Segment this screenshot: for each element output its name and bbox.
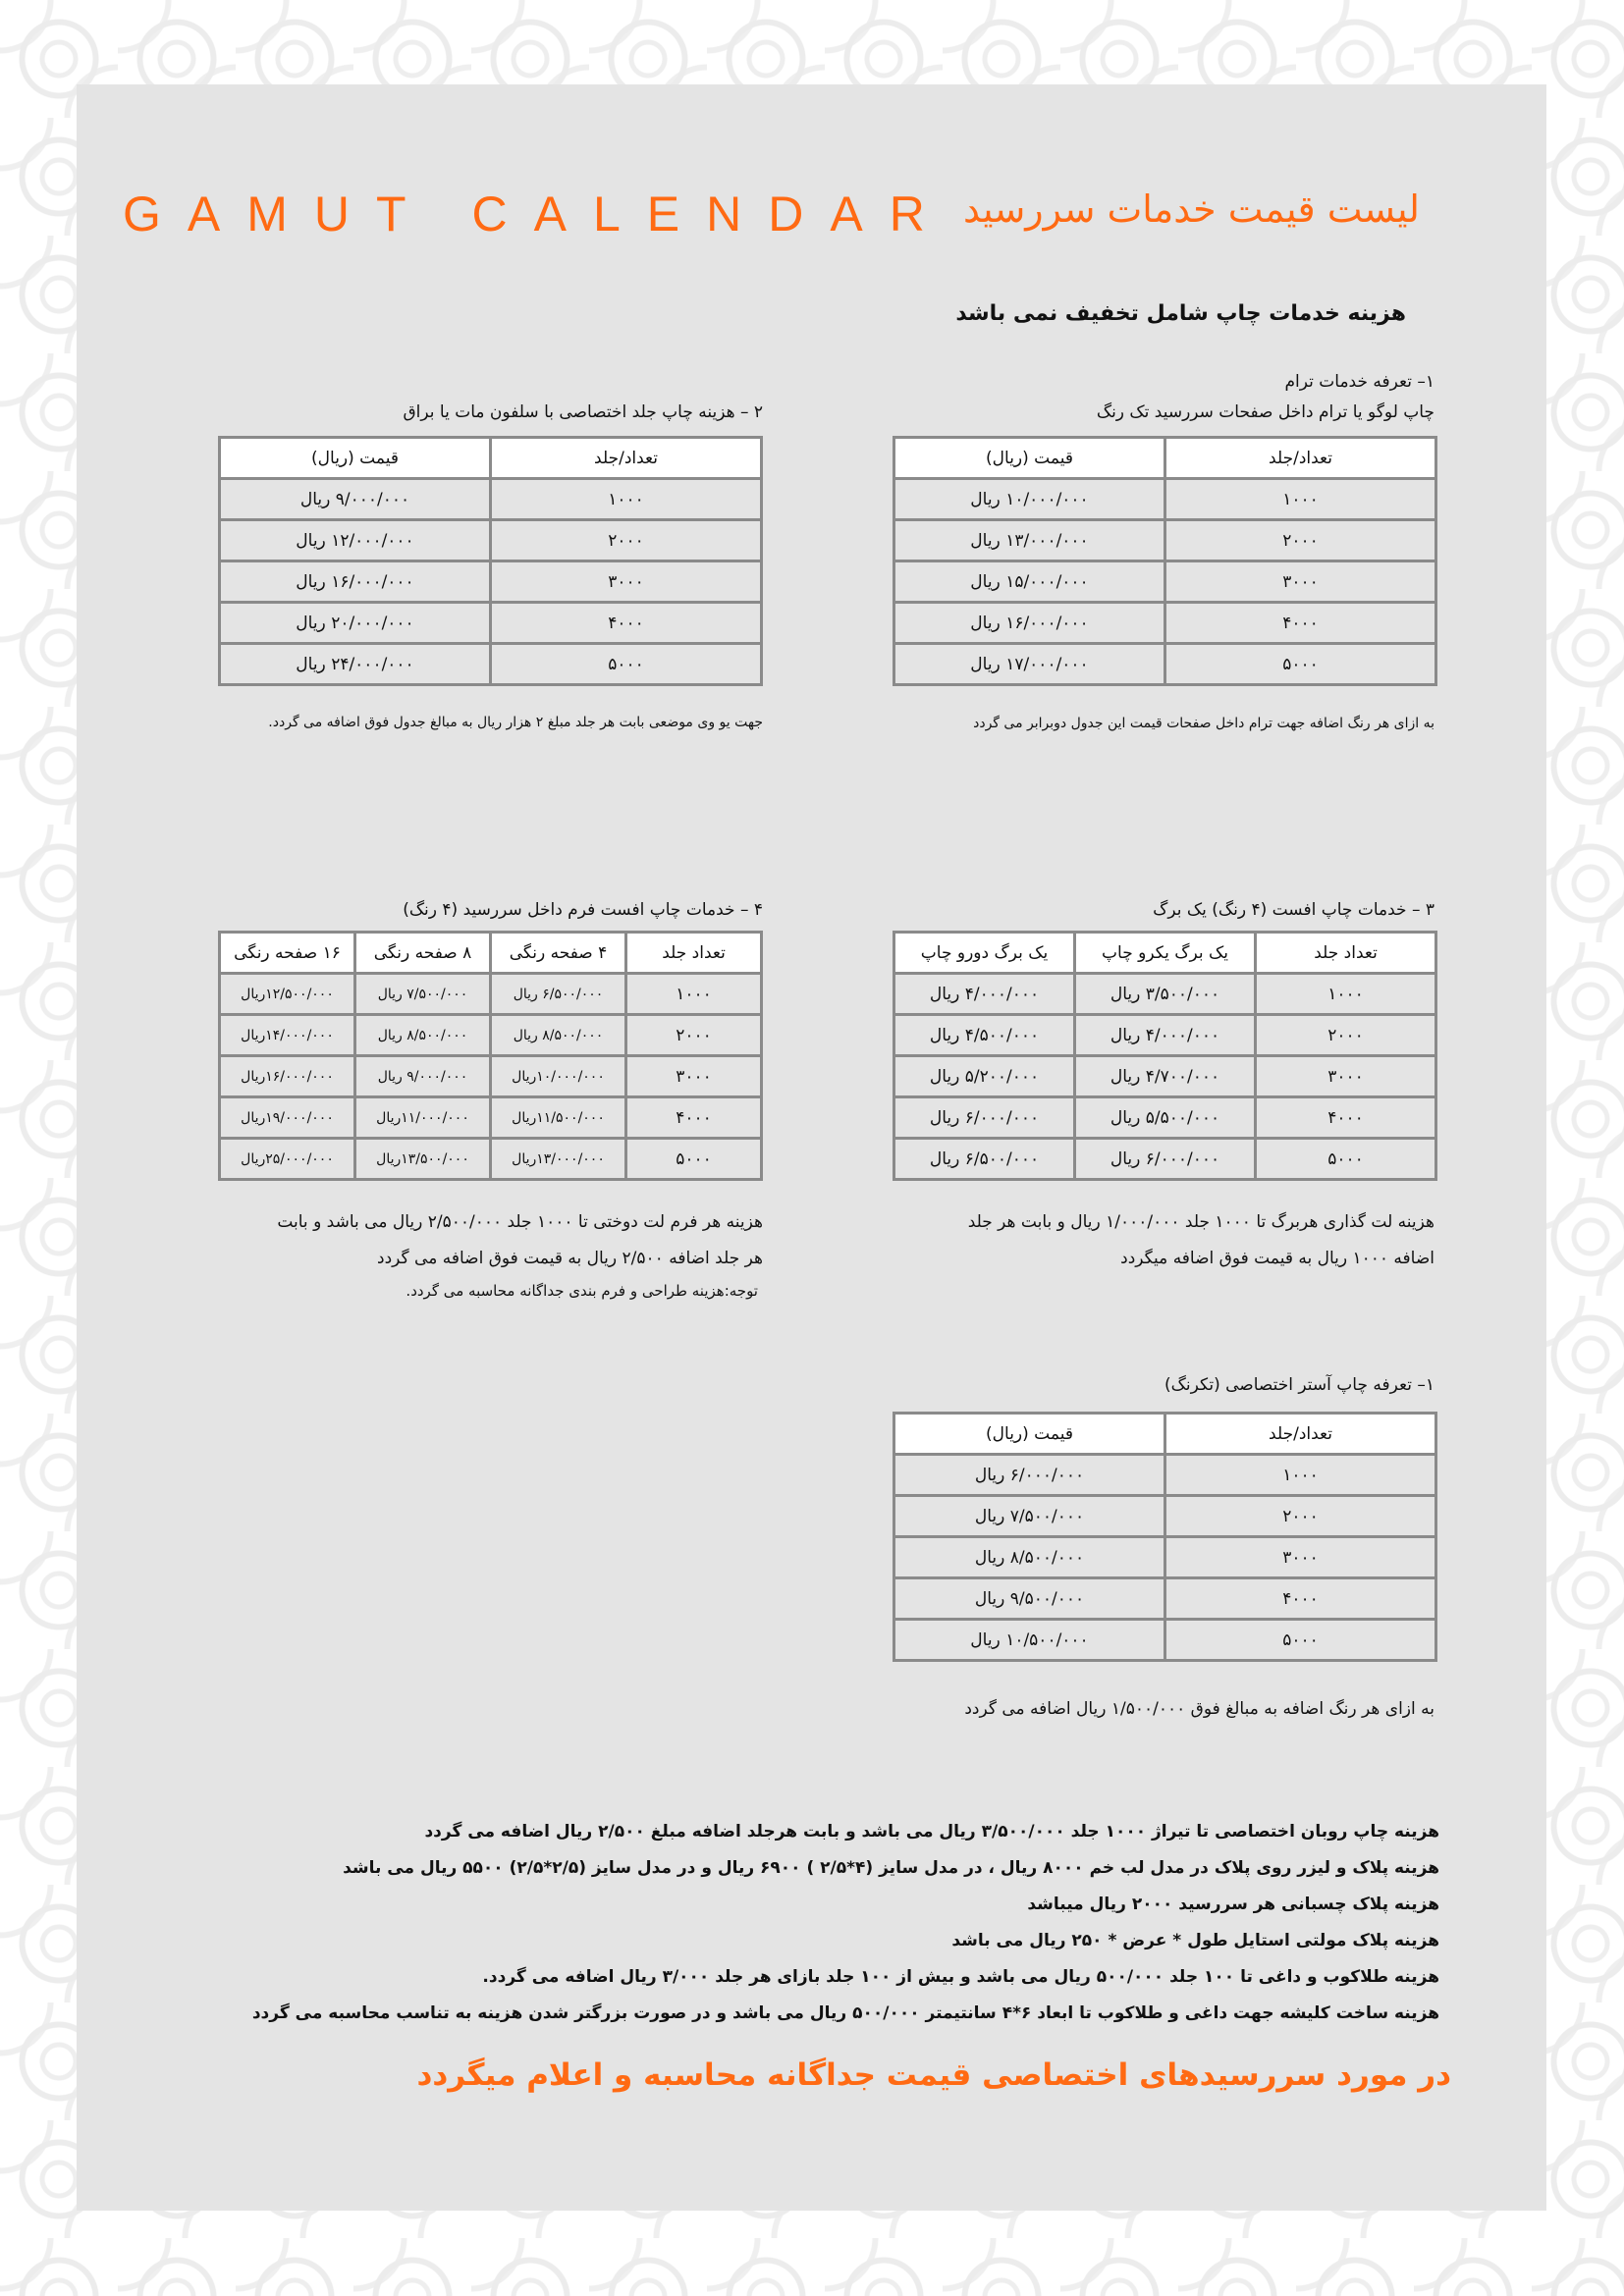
price-cell: ۴/۰۰۰/۰۰۰ ریال <box>1075 1015 1256 1056</box>
table-row <box>220 1015 762 1056</box>
price-cell: ۱۶/۰۰۰/۰۰۰ریال <box>220 1056 355 1097</box>
quantity-cell: ۵۰۰۰ <box>1256 1139 1436 1180</box>
price-cell: ۴/۵۰۰/۰۰۰ ریال <box>894 1015 1075 1056</box>
table-row <box>220 603 762 644</box>
column-header-quantity: تعداد/جلد <box>1165 1414 1436 1455</box>
section5-title: ۱– تعرفه چاپ آستر اختصاصی (تکرنگ) <box>1164 1375 1435 1395</box>
section1-title: ۱– تعرفه خدمات ترام <box>1284 372 1435 392</box>
column-header-double-sided: یک برگ دورو چاپ <box>894 933 1075 974</box>
column-header-quantity: تعداد/جلد <box>491 438 762 479</box>
price-cell: ۸/۵۰۰/۰۰۰ ریال <box>355 1015 491 1056</box>
section4-price-table <box>218 931 763 1181</box>
quantity-cell: ۴۰۰۰ <box>1256 1097 1436 1139</box>
price-cell: ۱۶/۰۰۰/۰۰۰ ریال <box>220 561 491 603</box>
table-row <box>894 1455 1436 1496</box>
section1-price-table <box>893 436 1437 686</box>
section1-note: به ازای هر رنگ اضافه جهت ترام داخل صفحات قیمت این جدول دوبرابر می گردد <box>973 716 1435 731</box>
footer-note-ribbon: هزینه چاپ روبان اختصاصی تا تیراژ ۱۰۰۰ جلد ۳/۵۰۰/۰۰۰ ریال می باشد و بابت هرجلد اضافه مبلغ ۲/۵۰۰ ریال اضافه می گردد <box>424 1822 1439 1842</box>
price-cell: ۶/۰۰۰/۰۰۰ ریال <box>894 1097 1075 1139</box>
table-header-row <box>894 933 1436 974</box>
table-row <box>894 1537 1436 1578</box>
quantity-cell: ۳۰۰۰ <box>1165 561 1436 603</box>
price-cell: ۱۷/۰۰۰/۰۰۰ ریال <box>894 644 1165 685</box>
table-row <box>894 974 1436 1015</box>
quantity-cell: ۴۰۰۰ <box>1165 603 1436 644</box>
section3-title: ۳ – خدمات چاپ افست (۴ رنگ) یک برگ <box>1153 900 1435 920</box>
table-row <box>894 1620 1436 1661</box>
section3-note-line1: هزینه لت گذاری هربرگ تا ۱۰۰۰ جلد ۱/۰۰۰/۰۰۰ ریال و بابت هر جلد <box>967 1212 1435 1232</box>
quantity-cell: ۲۰۰۰ <box>626 1015 762 1056</box>
quantity-cell: ۱۰۰۰ <box>1165 1455 1436 1496</box>
price-cell: ۱۱/۰۰۰/۰۰۰ریال <box>355 1097 491 1139</box>
quantity-cell: ۲۰۰۰ <box>491 520 762 561</box>
table-header-row <box>894 1414 1436 1455</box>
quantity-cell: ۳۰۰۰ <box>1256 1056 1436 1097</box>
table-row <box>894 520 1436 561</box>
section2-price-table <box>218 436 763 686</box>
table-row <box>894 479 1436 520</box>
price-cell: ۲۰/۰۰۰/۰۰۰ ریال <box>220 603 491 644</box>
quantity-cell: ۵۰۰۰ <box>1165 644 1436 685</box>
footer-note-plate-attach: هزینه پلاک چسبانی هر سررسید ۲۰۰۰ ریال میباشد <box>1027 1895 1439 1914</box>
table-row <box>220 479 762 520</box>
table-row <box>894 644 1436 685</box>
price-cell: ۳/۵۰۰/۰۰۰ ریال <box>1075 974 1256 1015</box>
table-header-row <box>220 933 762 974</box>
table-row <box>220 561 762 603</box>
column-header-8-pages: ۸ صفحه رنگی <box>355 933 491 974</box>
price-cell: ۱۲/۵۰۰/۰۰۰ریال <box>220 974 355 1015</box>
table-header-row <box>894 438 1436 479</box>
table-row <box>894 603 1436 644</box>
table-header-row <box>220 438 762 479</box>
column-header-quantity: تعداد/جلد <box>1165 438 1436 479</box>
quantity-cell: ۴۰۰۰ <box>1165 1578 1436 1620</box>
column-header-16-pages: ۱۶ صفحه رنگی <box>220 933 355 974</box>
price-cell: ۱۲/۰۰۰/۰۰۰ ریال <box>220 520 491 561</box>
quantity-cell: ۱۰۰۰ <box>626 974 762 1015</box>
quantity-cell: ۲۰۰۰ <box>1165 520 1436 561</box>
quantity-cell: ۵۰۰۰ <box>491 644 762 685</box>
price-cell: ۵/۲۰۰/۰۰۰ ریال <box>894 1056 1075 1097</box>
quantity-cell: ۱۰۰۰ <box>491 479 762 520</box>
section1-subtitle: چاپ لوگو یا ترام داخل صفحات سررسید تک رنگ <box>1096 402 1435 422</box>
footer-note-gold-foil: هزینه طلاکوب و داغی تا ۱۰۰ جلد ۵۰۰/۰۰۰ ریال می باشد و بیش از ۱۰۰ جلد بازای هر جلد ۳/۰۰۰ ریال اضافه می گردد. <box>482 1967 1439 1987</box>
table-row <box>894 1139 1436 1180</box>
page-title: لیست قیمت خدمات سررسید <box>963 187 1420 231</box>
section4-note-line3: توجه:هزینه طراحی و فرم بندی جداگانه محاسبه می گردد. <box>406 1282 758 1300</box>
table-row <box>894 1097 1436 1139</box>
section2-title: ۲ – هزینه چاپ جلد اختصاصی با سلفون مات یا براق <box>403 402 763 422</box>
column-header-price: قیمت (ریال) <box>220 438 491 479</box>
section2-note: جهت یو وی موضعی بابت هر جلد مبلغ ۲ هزار ریال به مبالغ جدول فوق اضافه می گردد. <box>268 715 763 730</box>
table-row <box>894 561 1436 603</box>
price-cell: ۷/۵۰۰/۰۰۰ ریال <box>894 1496 1165 1537</box>
price-cell: ۱۹/۰۰۰/۰۰۰ریال <box>220 1097 355 1139</box>
section5-note: به ازای هر رنگ اضافه به مبالغ فوق ۱/۵۰۰/۰۰۰ ریال اضافه می گردد <box>964 1699 1435 1719</box>
quantity-cell: ۲۰۰۰ <box>1256 1015 1436 1056</box>
price-cell: ۶/۵۰۰/۰۰۰ ریال <box>894 1139 1075 1180</box>
price-cell: ۲۴/۰۰۰/۰۰۰ ریال <box>220 644 491 685</box>
price-cell: ۱۳/۰۰۰/۰۰۰ ریال <box>894 520 1165 561</box>
column-header-price: قیمت (ریال) <box>894 438 1165 479</box>
price-cell: ۴/۰۰۰/۰۰۰ ریال <box>894 974 1075 1015</box>
price-cell: ۱۳/۵۰۰/۰۰۰ریال <box>355 1139 491 1180</box>
price-cell: ۱۱/۵۰۰/۰۰۰ریال <box>491 1097 626 1139</box>
section3-price-table <box>893 931 1437 1181</box>
column-header-price: قیمت (ریال) <box>894 1414 1165 1455</box>
price-cell: ۴/۷۰۰/۰۰۰ ریال <box>1075 1056 1256 1097</box>
quantity-cell: ۵۰۰۰ <box>1165 1620 1436 1661</box>
price-cell: ۹/۵۰۰/۰۰۰ ریال <box>894 1578 1165 1620</box>
price-cell: ۶/۰۰۰/۰۰۰ ریال <box>894 1455 1165 1496</box>
price-cell: ۱۵/۰۰۰/۰۰۰ ریال <box>894 561 1165 603</box>
column-header-quantity: تعداد جلد <box>626 933 762 974</box>
price-cell: ۷/۵۰۰/۰۰۰ ریال <box>355 974 491 1015</box>
table-row <box>220 520 762 561</box>
price-cell: ۱۰/۵۰۰/۰۰۰ ریال <box>894 1620 1165 1661</box>
footer-note-plate-laser: هزینه پلاک و لیزر روی پلاک در مدل لب خم ۸۰۰۰ ریال ، در مدل سایز (۴*۲/۵ ) ۶۹۰۰ ریال و در مدل سایز (۲/۵*۲/۵) ۵۵۰۰ ریال می باشد <box>343 1858 1439 1878</box>
price-cell: ۵/۵۰۰/۰۰۰ ریال <box>1075 1097 1256 1139</box>
section4-note-line1: هزینه هر فرم لت دوختی تا ۱۰۰۰ جلد ۲/۵۰۰/۰۰۰ ریال می باشد و بابت <box>277 1212 763 1232</box>
price-cell: ۶/۵۰۰/۰۰۰ ریال <box>491 974 626 1015</box>
price-cell: ۱۶/۰۰۰/۰۰۰ ریال <box>894 603 1165 644</box>
quantity-cell: ۳۰۰۰ <box>626 1056 762 1097</box>
brand-logo-text: GAMUT CALENDAR <box>123 187 951 241</box>
price-cell: ۹/۰۰۰/۰۰۰ ریال <box>220 479 491 520</box>
section5-price-table <box>893 1412 1437 1662</box>
footer-note-cliche: هزینه ساخت کلیشه جهت داغی و طلاکوب تا ابعاد ۶*۴ سانتیمتر ۵۰۰/۰۰۰ ریال می باشد و در صورت بزرگتر شدن هزینه به تناسب محاسبه می گردد <box>251 2003 1439 2023</box>
quantity-cell: ۱۰۰۰ <box>1256 974 1436 1015</box>
section4-title: ۴ – خدمات چاپ افست فرم داخل سررسید (۴ رنگ) <box>403 900 763 920</box>
table-row <box>220 1056 762 1097</box>
footer-notes <box>163 1814 1439 2032</box>
price-cell: ۸/۵۰۰/۰۰۰ ریال <box>894 1537 1165 1578</box>
column-header-single-sided: یک برگ یکرو چاپ <box>1075 933 1256 974</box>
quantity-cell: ۴۰۰۰ <box>626 1097 762 1139</box>
price-cell: ۸/۵۰۰/۰۰۰ ریال <box>491 1015 626 1056</box>
table-row <box>894 1496 1436 1537</box>
price-cell: ۱۴/۰۰۰/۰۰۰ریال <box>220 1015 355 1056</box>
page-subtitle: هزینه خدمات چاپ شامل تخفیف نمی باشد <box>955 301 1406 326</box>
closing-statement: در مورد سررسیدهای اختصاصی قیمت جداگانه محاسبه و اعلام میگردد <box>416 2057 1451 2093</box>
table-row <box>894 1015 1436 1056</box>
price-cell: ۱۳/۰۰۰/۰۰۰ریال <box>491 1139 626 1180</box>
quantity-cell: ۳۰۰۰ <box>1165 1537 1436 1578</box>
footer-note-multi-style: هزینه پلاک مولتی استایل طول * عرض * ۲۵۰ ریال می باشد <box>951 1931 1439 1950</box>
price-cell: ۱۰/۰۰۰/۰۰۰ریال <box>491 1056 626 1097</box>
price-cell: ۱۰/۰۰۰/۰۰۰ ریال <box>894 479 1165 520</box>
section4-note-line2: هر جلد اضافه ۲/۵۰۰ ریال به قیمت فوق اضافه می گردد <box>377 1249 763 1268</box>
price-cell: ۶/۰۰۰/۰۰۰ ریال <box>1075 1139 1256 1180</box>
column-header-4-pages: ۴ صفحه رنگی <box>491 933 626 974</box>
table-row <box>894 1578 1436 1620</box>
table-row <box>220 644 762 685</box>
quantity-cell: ۵۰۰۰ <box>626 1139 762 1180</box>
quantity-cell: ۱۰۰۰ <box>1165 479 1436 520</box>
column-header-quantity: تعداد جلد <box>1256 933 1436 974</box>
quantity-cell: ۴۰۰۰ <box>491 603 762 644</box>
section3-note-line2: اضافه ۱۰۰۰ ریال به قیمت فوق اضافه میگردد <box>1120 1249 1435 1268</box>
table-row <box>894 1056 1436 1097</box>
quantity-cell: ۳۰۰۰ <box>491 561 762 603</box>
price-cell: ۲۵/۰۰۰/۰۰۰ریال <box>220 1139 355 1180</box>
price-cell: ۹/۰۰۰/۰۰۰ ریال <box>355 1056 491 1097</box>
table-row <box>220 1097 762 1139</box>
table-row <box>220 1139 762 1180</box>
table-row <box>220 974 762 1015</box>
quantity-cell: ۲۰۰۰ <box>1165 1496 1436 1537</box>
